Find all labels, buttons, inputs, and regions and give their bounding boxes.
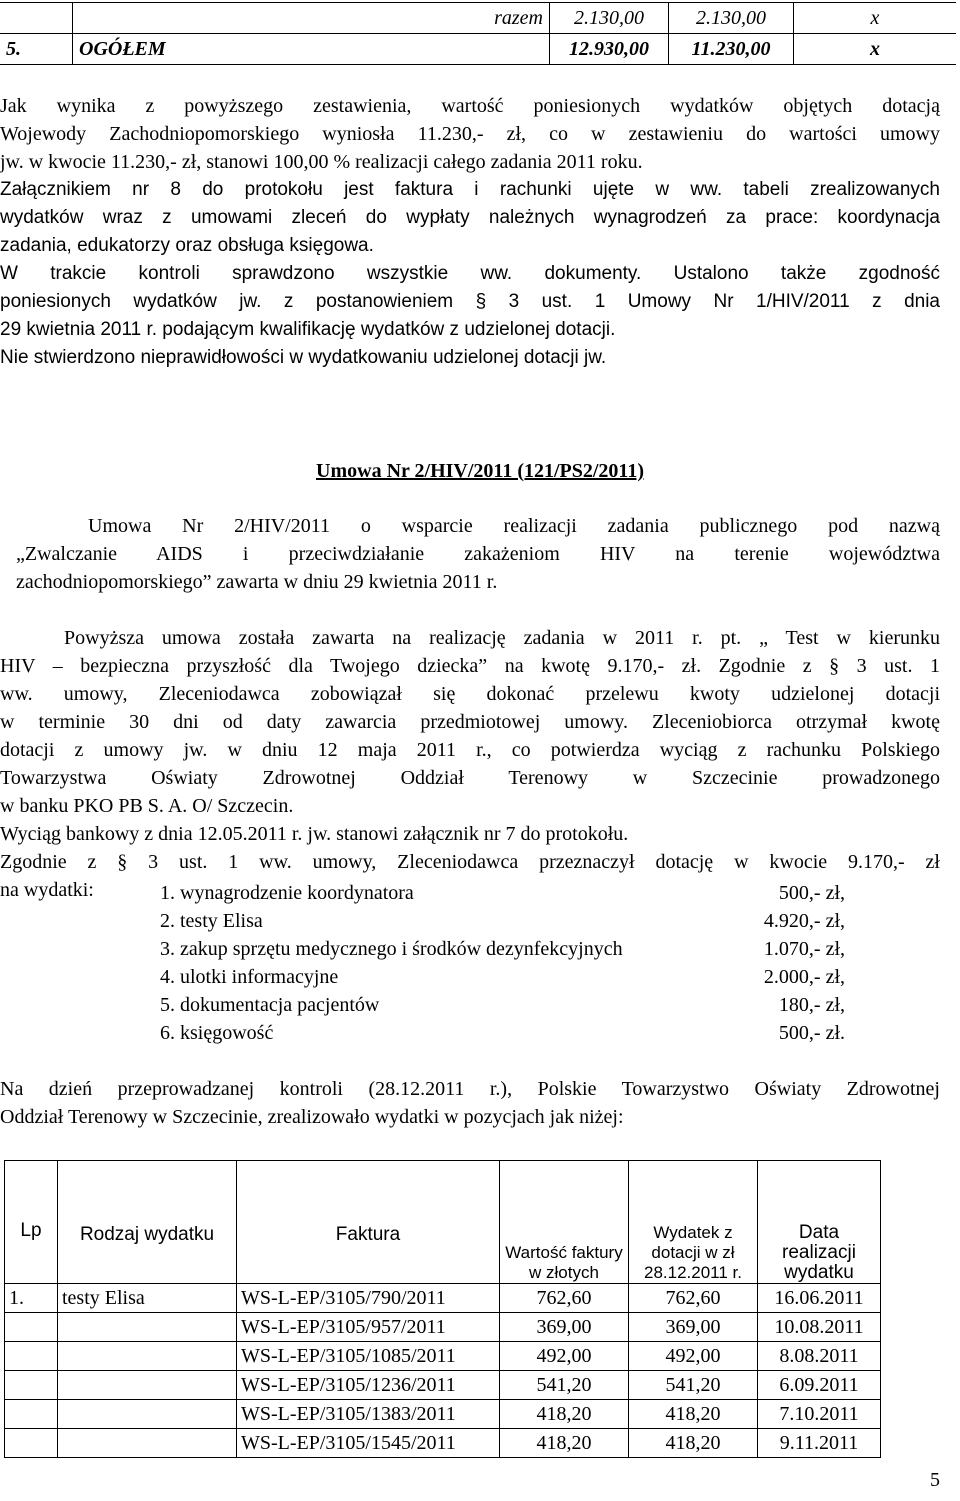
cell-lp xyxy=(5,1342,58,1371)
para1-line: Jak wynika z powyższego zestawienia, wartość poniesionych wydatków objętych dotacją xyxy=(0,95,940,117)
header-type: Rodzaj wydatku xyxy=(58,1161,237,1284)
summary-row-razem xyxy=(0,3,956,34)
para1-line: Nie stwierdzono nieprawidłowości w wydatkowaniu udzielonej dotacji jw. xyxy=(0,347,607,368)
table-row xyxy=(5,1400,881,1429)
cell-date: 9.11.2011 xyxy=(758,1429,881,1458)
list-item xyxy=(160,935,845,963)
cell-value: 541,20 xyxy=(500,1371,629,1400)
cell-expense: 541,20 xyxy=(629,1371,758,1400)
cell-invoice: WS-L-EP/3105/1545/2011 xyxy=(237,1429,500,1458)
paragraph-contract xyxy=(16,512,940,596)
para3-line: Zgodnie z § 3 ust. 1 ww. umowy, Zleceniodawca przeznaczył dotację w kwocie 9.170,- zł xyxy=(0,851,940,873)
summary-total-no: 5. xyxy=(0,34,73,65)
cell-type: testy Elisa xyxy=(58,1284,237,1313)
summary-total-val1: 12.930,00 xyxy=(550,34,669,65)
header-lp: Lp xyxy=(5,1161,58,1284)
summary-total-mark: x xyxy=(794,34,957,65)
para3-line: Towarzystwa Oświaty Zdrowotnej Oddział Terenowy w Szczecinie prowadzonego xyxy=(0,767,940,789)
cell-invoice: WS-L-EP/3105/957/2011 xyxy=(237,1313,500,1342)
para3-line: Powyższa umowa została zawarta na realizację zadania w 2011 r. pt. „ Test w kierunku xyxy=(64,627,940,649)
cell-lp xyxy=(5,1400,58,1429)
cell-date: 6.09.2011 xyxy=(758,1371,881,1400)
para1-line: jw. w kwocie 11.230,- zł, stanowi 100,00 % realizacji całego zadania 2011 roku. xyxy=(0,151,643,173)
item-amount: 500,- zł. xyxy=(778,1022,845,1044)
para2-line: zachodniopomorskiego” zawarta w dniu 29 kwietnia 2011 r. xyxy=(16,571,498,593)
para3-line: na wydatki: xyxy=(0,879,94,901)
item-amount: 4.920,- zł, xyxy=(763,910,845,932)
table-row xyxy=(5,1371,881,1400)
para3-line: Wyciąg bankowy z dnia 12.05.2011 r. jw. stanowi załącznik nr 7 do protokołu. xyxy=(0,823,629,845)
cell-invoice: WS-L-EP/3105/1383/2011 xyxy=(237,1400,500,1429)
para3-line: ww. umowy, Zleceniodawca zobowiązał się dokonać przelewu kwoty udzielonej dotacji xyxy=(0,683,940,705)
list-item xyxy=(160,907,845,935)
item-label: 3. zakup sprzętu medycznego i środków dezynfekcyjnych xyxy=(160,938,623,960)
table-header-row xyxy=(5,1161,881,1284)
list-item xyxy=(160,991,845,1019)
item-amount: 2.000,- zł, xyxy=(763,966,845,988)
cell-date: 16.06.2011 xyxy=(758,1284,881,1313)
item-label: 5. dokumentacja pacjentów xyxy=(160,994,380,1016)
cell-value: 369,00 xyxy=(500,1313,629,1342)
cell-lp xyxy=(5,1429,58,1458)
item-label: 2. testy Elisa xyxy=(160,910,263,932)
page-number: 5 xyxy=(930,1469,940,1491)
para3-line: dotacji z umowy jw. w dniu 12 maja 2011 r., co potwierdza wyciąg z rachunku Polskiego xyxy=(0,739,940,761)
cell-value: 492,00 xyxy=(500,1342,629,1371)
table-row xyxy=(5,1284,881,1313)
para2-line: Umowa Nr 2/HIV/2011 o wsparcie realizacji zadania publicznego pod nazwą xyxy=(88,515,940,537)
para3-line: w terminie 30 dni od daty zawarcia przedmiotowej umowy. Zleceniobiorca otrzymał kwotę xyxy=(0,711,940,733)
summary-table xyxy=(0,2,956,65)
cell-invoice: WS-L-EP/3105/790/2011 xyxy=(237,1284,500,1313)
cell-date: 8.08.2011 xyxy=(758,1342,881,1371)
para1-line: zadania, edukatorzy oraz obsługa księgowa. xyxy=(0,235,374,256)
para4-line: Oddział Terenowy w Szczecinie, zrealizowało wydatki w pozycjach jak niżej: xyxy=(0,1106,624,1128)
para3-line: HIV – bezpieczna przyszłość dla Twojego dziecka” na kwotę 9.170,- zł. Zgodnie z § 3 ust. 1 xyxy=(0,655,940,677)
cell-value: 418,20 xyxy=(500,1429,629,1458)
item-label: 6. księgowość xyxy=(160,1022,274,1044)
para1-line: wydatków wraz z umowami zleceń do wypłaty należnych wynagrodzeń za prace: koordynacja xyxy=(0,207,940,228)
cell-type xyxy=(58,1342,237,1371)
para1-line: poniesionych wydatków jw. z postanowieniem § 3 ust. 1 Umowy Nr 1/HIV/2011 z dnia xyxy=(0,291,940,312)
list-item xyxy=(160,1019,845,1047)
section-heading: Umowa Nr 2/HIV/2011 (121/PS2/2011) xyxy=(316,460,644,482)
item-label: 1. wynagrodzenie koordynatora xyxy=(160,882,414,904)
para2-line: „Zwalczanie AIDS i przeciwdziałanie zakażeniom HIV na terenie województwa xyxy=(16,543,940,565)
item-amount: 500,- zł, xyxy=(778,882,845,904)
paragraph-details xyxy=(0,624,940,904)
header-invoice-value: Wartość faktury w złotych xyxy=(500,1161,629,1284)
cell-expense: 369,00 xyxy=(629,1313,758,1342)
para3-line: w banku PKO PB S. A. O/ Szczecin. xyxy=(0,795,294,817)
cell-invoice: WS-L-EP/3105/1236/2011 xyxy=(237,1371,500,1400)
list-item xyxy=(160,963,845,991)
table-row xyxy=(5,1429,881,1458)
item-amount: 1.070,- zł, xyxy=(763,938,845,960)
para1-line: 29 kwietnia 2011 r. podającym kwalifikację wydatków z udzielonej dotacji. xyxy=(0,319,616,340)
cell-expense: 492,00 xyxy=(629,1342,758,1371)
cell-lp: 1. xyxy=(5,1284,58,1313)
para4-line: Na dzień przeprowadzanej kontroli (28.12.2011 r.), Polskie Towarzystwo Oświaty Zdrowotnej xyxy=(0,1078,940,1100)
cell-date: 10.08.2011 xyxy=(758,1313,881,1342)
cell-value: 418,20 xyxy=(500,1400,629,1429)
table-row xyxy=(5,1313,881,1342)
summary-razem-val2: 2.130,00 xyxy=(669,3,794,34)
list-item xyxy=(160,879,845,907)
paragraph-summary xyxy=(0,92,940,372)
header-invoice: Faktura xyxy=(237,1161,500,1284)
paragraph-realization xyxy=(0,1075,940,1131)
summary-no-cell xyxy=(0,3,73,34)
summary-row-total xyxy=(0,34,956,65)
cell-invoice: WS-L-EP/3105/1085/2011 xyxy=(237,1342,500,1371)
para1-line: Załącznikiem nr 8 do protokołu jest faktura i rachunki ujęte w ww. tabeli zrealizowanych xyxy=(0,179,940,200)
cell-expense: 418,20 xyxy=(629,1400,758,1429)
header-date: Data realizacji wydatku xyxy=(758,1161,881,1284)
expense-table xyxy=(4,1160,881,1458)
cell-expense: 418,20 xyxy=(629,1429,758,1458)
cell-type xyxy=(58,1371,237,1400)
summary-razem-val1: 2.130,00 xyxy=(550,3,669,34)
cell-lp xyxy=(5,1371,58,1400)
table-row xyxy=(5,1342,881,1371)
item-amount: 180,- zł, xyxy=(778,994,845,1016)
summary-total-label: OGÓŁEM xyxy=(73,34,550,65)
para1-line: W trakcie kontroli sprawdzono wszystkie ww. dokumenty. Ustalono także zgodność xyxy=(0,263,940,284)
summary-razem-mark: x xyxy=(794,3,957,34)
summary-total-val2: 11.230,00 xyxy=(669,34,794,65)
cell-type xyxy=(58,1313,237,1342)
cell-lp xyxy=(5,1313,58,1342)
expense-list xyxy=(160,879,845,1047)
header-grant-expense: Wydatek z dotacji w zł 28.12.2011 r. xyxy=(629,1161,758,1284)
cell-type xyxy=(58,1400,237,1429)
cell-value: 762,60 xyxy=(500,1284,629,1313)
cell-date: 7.10.2011 xyxy=(758,1400,881,1429)
para1-line: Wojewody Zachodniopomorskiego wyniosła 11.230,- zł, co w zestawieniu do wartości umowy xyxy=(0,123,940,145)
summary-razem-label: razem xyxy=(73,3,550,34)
cell-expense: 762,60 xyxy=(629,1284,758,1313)
item-label: 4. ulotki informacyjne xyxy=(160,966,339,988)
cell-type xyxy=(58,1429,237,1458)
